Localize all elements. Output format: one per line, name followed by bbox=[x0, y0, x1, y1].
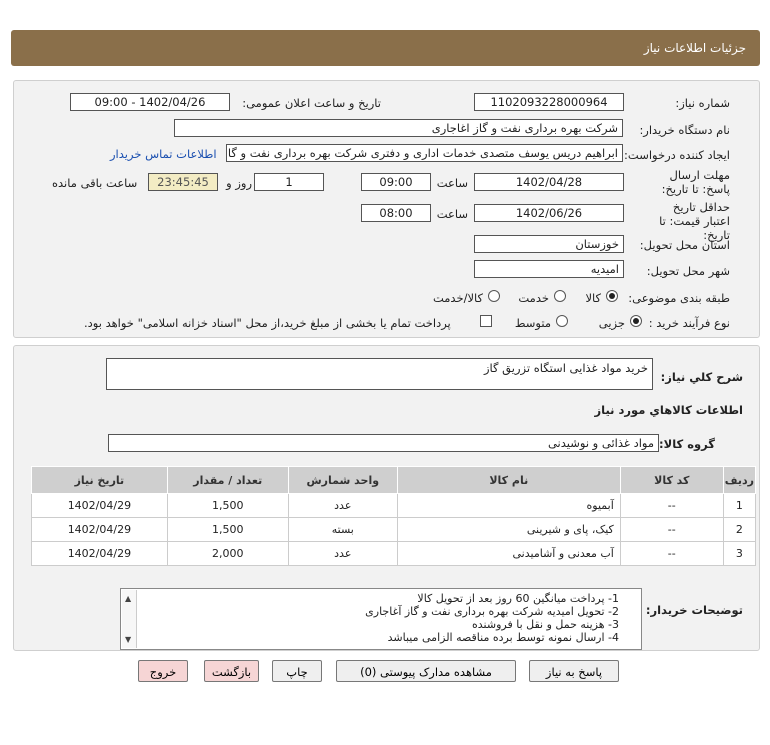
category-goods-label: کالا bbox=[585, 291, 601, 305]
reply-time-label: ساعت bbox=[436, 176, 468, 190]
cell-unit: بسته bbox=[288, 518, 397, 542]
province-field: خوزستان bbox=[474, 235, 624, 253]
back-button[interactable]: بازگشت bbox=[204, 660, 259, 682]
remaining-time-field: 23:45:45 bbox=[148, 173, 218, 191]
table-row bbox=[32, 518, 756, 542]
announce-label: تاریخ و ساعت اعلان عمومی: bbox=[242, 96, 381, 110]
goods-table bbox=[31, 466, 756, 566]
print-button[interactable]: چاپ bbox=[272, 660, 322, 682]
category-goods-radio[interactable] bbox=[606, 290, 618, 302]
col-name: نام کالا bbox=[397, 467, 620, 494]
col-unit: واحد شمارش bbox=[288, 467, 397, 494]
remaining-label: ساعت باقی مانده bbox=[52, 176, 138, 190]
notes-line: 3- هزینه حمل و نقل با فروشنده bbox=[472, 618, 619, 631]
buyer-contact-link[interactable]: اطلاعات تماس خریدار bbox=[110, 147, 217, 161]
scroll-up-icon[interactable]: ▲ bbox=[125, 594, 132, 603]
buyer-org-label: نام دستگاه خریدار: bbox=[639, 123, 730, 137]
reply-time-field: 09:00 bbox=[361, 173, 431, 191]
category-goods-service-label: کالا/خدمت bbox=[432, 291, 483, 305]
cell-unit: عدد bbox=[288, 542, 397, 566]
cell-name: کیک، پای و شیرینی bbox=[397, 518, 620, 542]
validity-label: حداقل تاریخ اعتبار قیمت: تا تاریخ: bbox=[659, 200, 730, 242]
page-header bbox=[11, 30, 760, 66]
cell-date: 1402/04/29 bbox=[32, 542, 168, 566]
table-row bbox=[32, 494, 756, 518]
cell-row: 1 bbox=[723, 494, 755, 518]
attachments-button[interactable]: مشاهده مدارک پیوستی (0) bbox=[336, 660, 516, 682]
cell-name: آب معدنی و آشامیدنی bbox=[397, 542, 620, 566]
notes-section bbox=[14, 576, 759, 656]
cell-qty: 1,500 bbox=[167, 494, 288, 518]
process-label: نوع فرآیند خرید : bbox=[648, 316, 730, 330]
validity-date-field: 1402/06/26 bbox=[474, 204, 624, 222]
notes-label: توضیحات خریدار: bbox=[645, 603, 743, 617]
goods-group-label: گروه کالا: bbox=[659, 437, 715, 451]
process-medium-label: متوسط bbox=[514, 316, 551, 330]
col-row: ردیف bbox=[723, 467, 755, 494]
notes-textarea[interactable] bbox=[120, 588, 642, 650]
table-row bbox=[32, 542, 756, 566]
process-medium-radio[interactable] bbox=[556, 315, 568, 327]
description-label: شرح کلي نياز: bbox=[660, 370, 743, 384]
col-code: کد کالا bbox=[620, 467, 723, 494]
validity-time-label: ساعت bbox=[436, 207, 468, 221]
goods-group-field: مواد غذائی و نوشیدنی bbox=[108, 434, 659, 452]
cell-qty: 1,500 bbox=[167, 518, 288, 542]
notes-line: 4- ارسال نمونه توسط برده مناقصه الزامی میباشد bbox=[387, 631, 619, 644]
description-field: خرید مواد غذایی استگاه تزریق گاز bbox=[106, 358, 653, 390]
days-label: روز و bbox=[226, 176, 252, 190]
table-header-row bbox=[32, 467, 756, 494]
city-field: امیدیه bbox=[474, 260, 624, 278]
cell-date: 1402/04/29 bbox=[32, 518, 168, 542]
cell-code: -- bbox=[620, 542, 723, 566]
goods-panel bbox=[13, 345, 760, 651]
process-minor-radio[interactable] bbox=[630, 315, 642, 327]
category-service-label: خدمت bbox=[518, 291, 549, 305]
page-title: جزئیات اطلاعات نیاز bbox=[643, 41, 746, 55]
reply-date-field: 1402/04/28 bbox=[474, 173, 624, 191]
notes-scrollbar[interactable] bbox=[122, 590, 137, 648]
creator-label: ایجاد کننده درخواست: bbox=[624, 148, 730, 162]
province-label: استان محل تحویل: bbox=[639, 238, 730, 252]
notes-line: 1- پرداخت میانگین 60 روز بعد از تحویل کالا bbox=[417, 592, 619, 605]
need-number-label: شماره نیاز: bbox=[675, 96, 730, 110]
category-service-radio[interactable] bbox=[554, 290, 566, 302]
col-qty: تعداد / مقدار bbox=[167, 467, 288, 494]
cell-unit: عدد bbox=[288, 494, 397, 518]
cell-code: -- bbox=[620, 518, 723, 542]
buyer-org-field: شرکت بهره برداری نفت و گاز اغاجاری bbox=[174, 119, 623, 137]
city-label: شهر محل تحویل: bbox=[646, 264, 730, 278]
reply-deadline-label: مهلت ارسال پاسخ: تا تاریخ: bbox=[661, 168, 730, 196]
cell-row: 2 bbox=[723, 518, 755, 542]
creator-field: ابراهیم دریس یوسف متصدی خدمات اداری و دفتری شرکت بهره برداری نفت و گا bbox=[226, 144, 623, 162]
treasury-payment-checkbox[interactable] bbox=[480, 315, 492, 327]
notes-line: 2- تحویل امیدیه شرکت بهره برداری نفت و گاز آغاجاری bbox=[365, 605, 619, 618]
payment-note: پرداخت تمام یا بخشی از مبلغ خرید،از محل "اسناد خزانه اسلامی" خواهد بود. bbox=[84, 316, 451, 330]
cell-date: 1402/04/29 bbox=[32, 494, 168, 518]
cell-row: 3 bbox=[723, 542, 755, 566]
validity-time-field: 08:00 bbox=[361, 204, 431, 222]
need-number-field: 1102093228000964 bbox=[474, 93, 624, 111]
scroll-down-icon[interactable]: ▼ bbox=[125, 635, 132, 644]
exit-button[interactable]: خروج bbox=[138, 660, 188, 682]
category-goods-service-radio[interactable] bbox=[488, 290, 500, 302]
reply-button[interactable]: پاسخ به نیاز bbox=[529, 660, 619, 682]
goods-info-title: اطلاعات کالاهاي مورد نياز bbox=[594, 403, 743, 417]
cell-name: آبمیوه bbox=[397, 494, 620, 518]
need-info-panel bbox=[13, 80, 760, 338]
cell-code: -- bbox=[620, 494, 723, 518]
category-label: طبقه بندی موضوعی: bbox=[628, 291, 730, 305]
process-minor-label: جزیی bbox=[598, 316, 625, 330]
days-field: 1 bbox=[254, 173, 324, 191]
announce-field: 1402/04/26 - 09:00 bbox=[70, 93, 230, 111]
cell-qty: 2,000 bbox=[167, 542, 288, 566]
col-date: تاریخ نیاز bbox=[32, 467, 168, 494]
